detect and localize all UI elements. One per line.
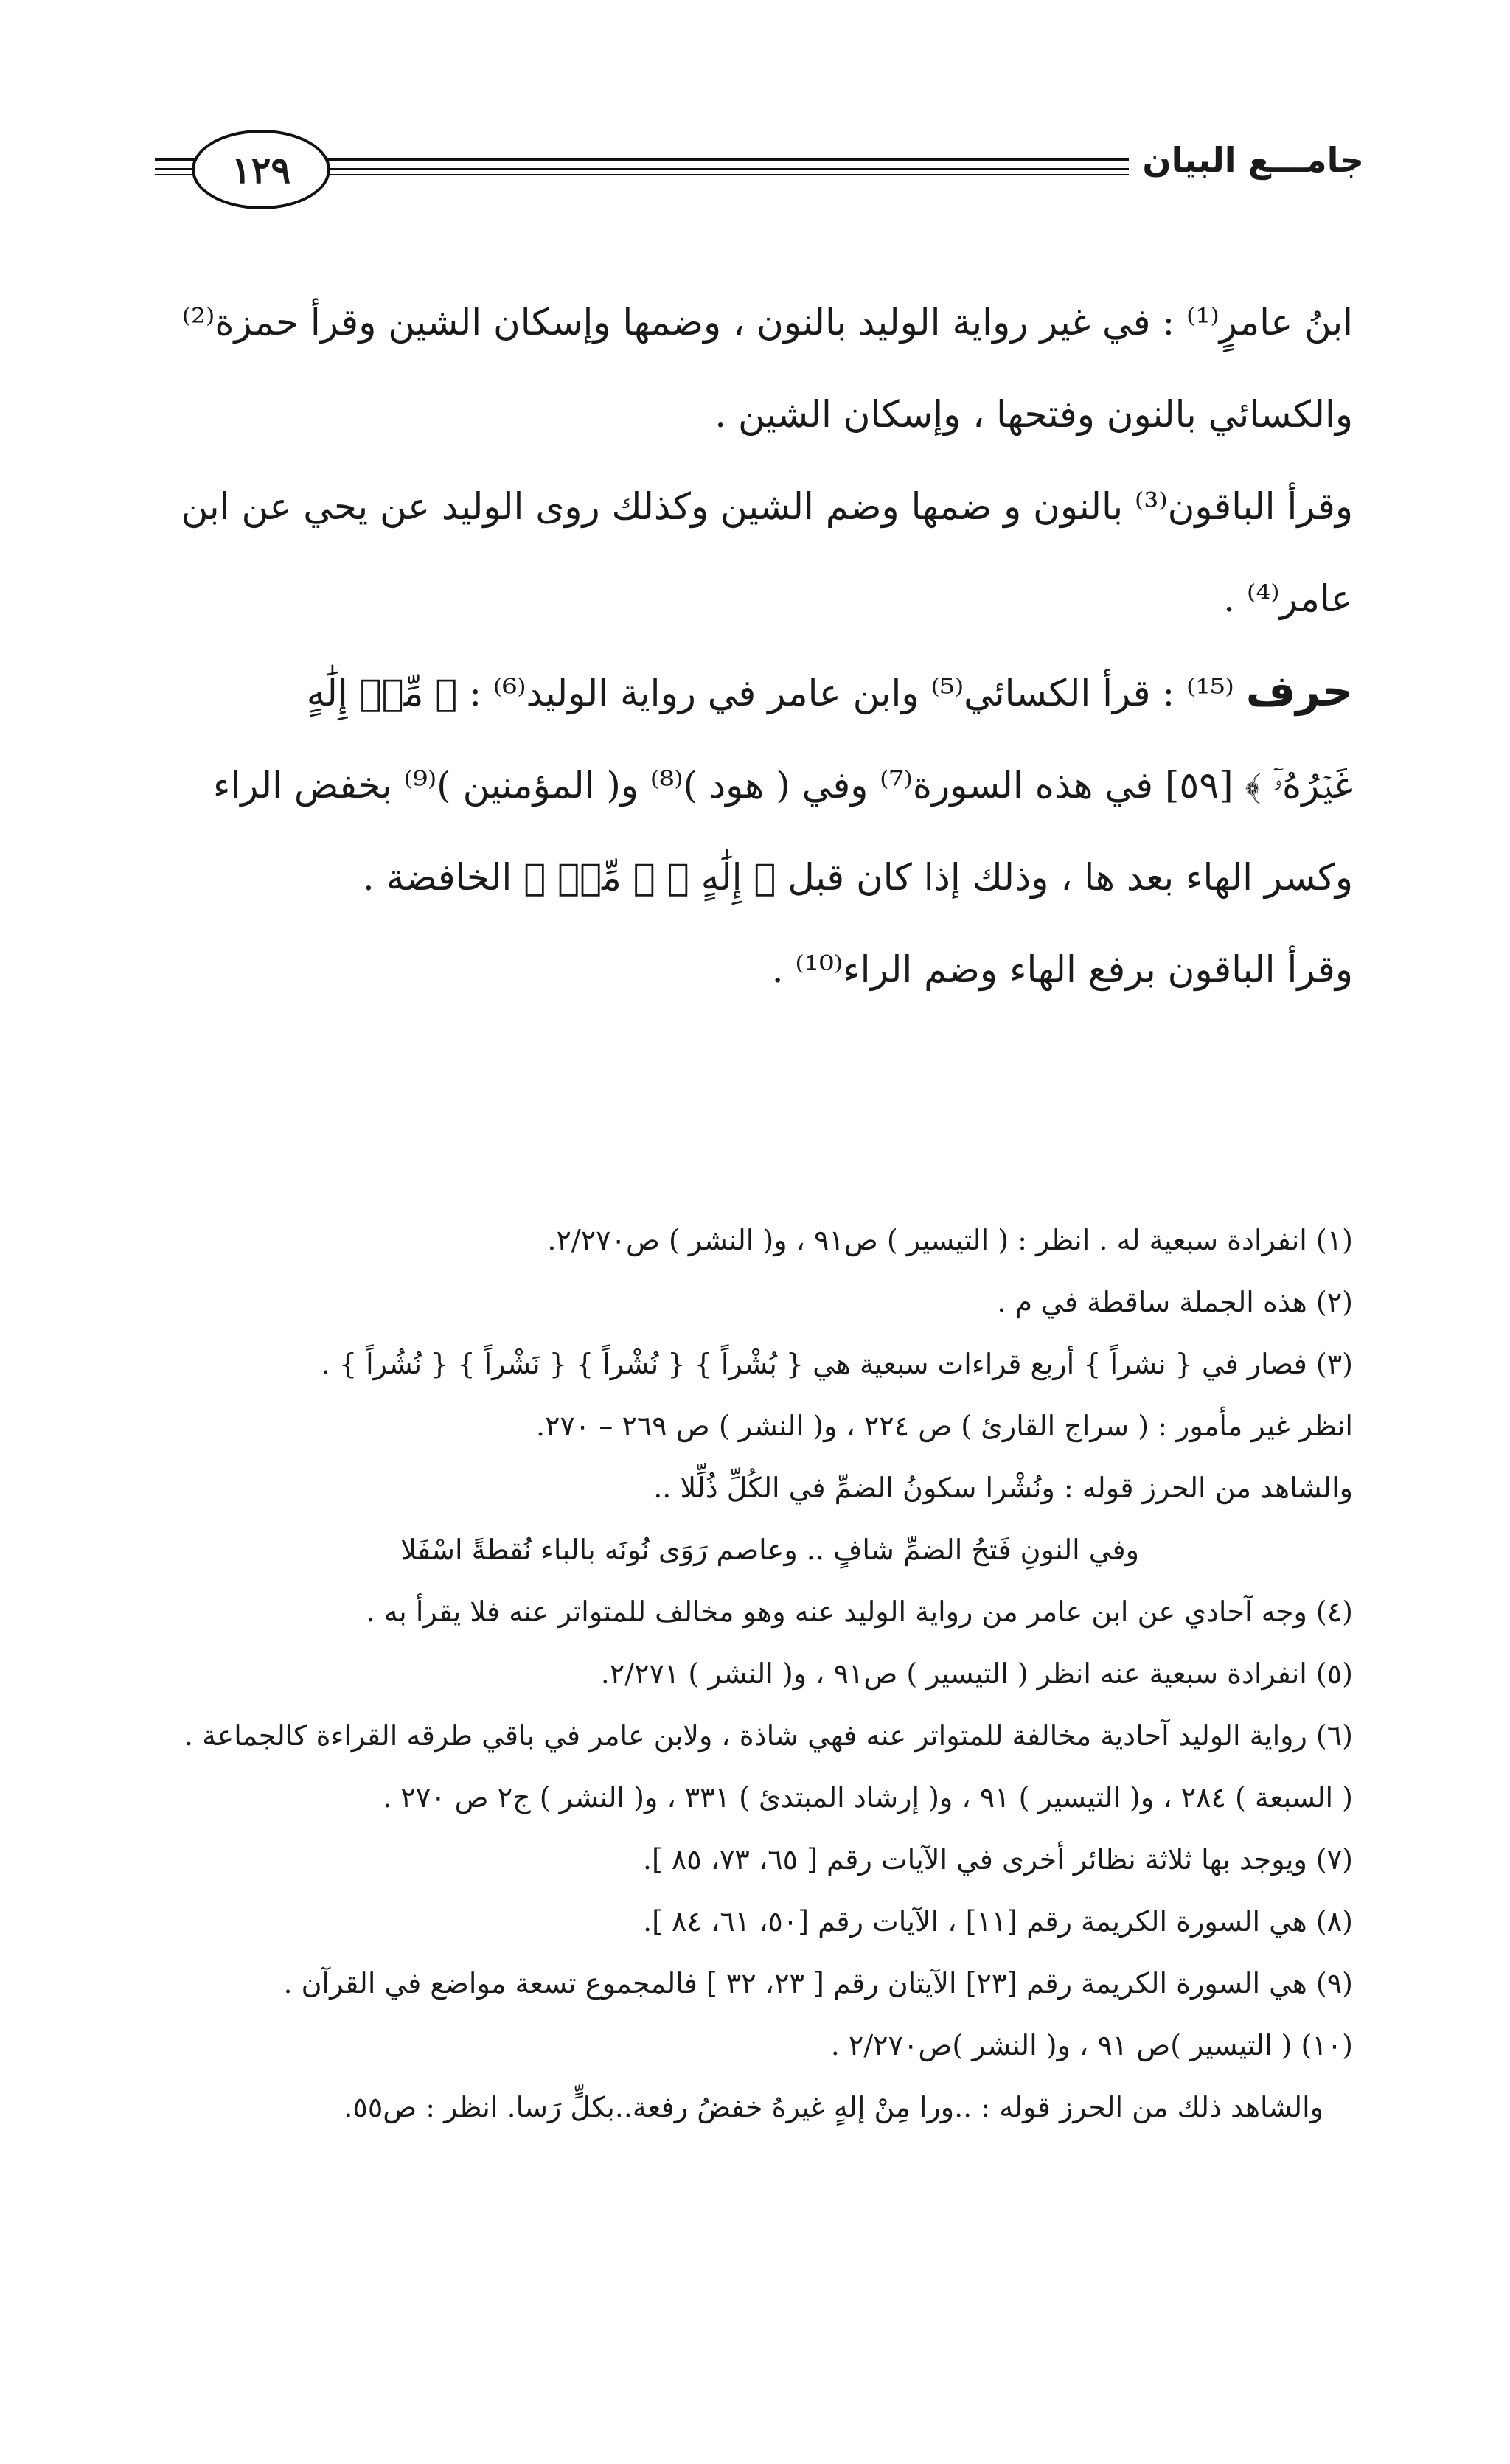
footnote: (٥) انفرادة سبعية عنه انظر ( التيسير ) ص٩١ ، و( النشر ) ٢/٢٧١. xyxy=(600,1657,1353,1690)
text-line: وكسر الهاء بعد ها ، وذلك إذا كان قبل ﴿ إِلَٰهٍ ﴾ ﴿ مِّنۡ ﴾ الخافضة . xyxy=(362,856,1353,899)
footnote: (٧) ويوجد بها ثلاثة نظائر أخرى في الآيات رقم [ ٦٥، ٧٣، ٨٥ ]. xyxy=(642,1843,1353,1876)
footnote: (٦) رواية الوليد آحادية مخالفة للمتواتر عنه فهي شاذة ، ولابن عامر في باقي طرقه القراءة كالجماعة . xyxy=(184,1719,1353,1752)
footnote: (٢) هذه الجملة ساقطة في م . xyxy=(997,1286,1353,1318)
text-line: غَيۡرُهُۥٓ ﴾ [٥٩] في هذه السورة⁽⁷⁾ وفي ( هود )⁽⁸⁾ و( المؤمنين )⁽⁹⁾ بخفض الراء xyxy=(212,764,1353,807)
footnote: (٨) هي السورة الكريمة رقم [١١] ، الآيات رقم [٥٠، ٦١، ٨٤ ]. xyxy=(643,1905,1353,1938)
text-line xyxy=(181,645,1353,739)
footnote: (٤) وجه آحادي عن ابن عامر من رواية الوليد عنه وهو مخالف للمتواتر عنه فلا يقرأ به . xyxy=(366,1595,1353,1628)
footnotes xyxy=(159,1209,1353,2138)
text-line: ابنُ عامرٍ⁽¹⁾ : في غير رواية الوليد بالنون ، وضمها وإسكان الشين وقرأ حمزة⁽²⁾ xyxy=(181,301,1353,344)
harf-label: حرف xyxy=(1245,666,1353,716)
footnote: (١٠) ( التيسير )ص ٩١ ، و( النشر )ص٢/٢٧٠ . xyxy=(830,2029,1353,2061)
main-text xyxy=(181,276,1353,1016)
footnote: (١) انفرادة سبعية له . انظر : ( التيسير ) ص٩١ ، و( النشر ) ص٢/٢٧٠. xyxy=(547,1224,1353,1256)
footnote: ( السبعة ) ٢٨٤ ، و( التيسير ) ٩١ ، و( إرشاد المبتدئ ) ٣٣١ ، و( النشر ) ج٢ ص ٢٧٠ . xyxy=(383,1781,1353,1814)
page-number: ١٢٩ xyxy=(192,130,330,209)
text-line: عامر⁽⁴⁾ . xyxy=(1223,577,1353,620)
footnote: (٩) هي السورة الكريمة رقم [٢٣] الآيتان رقم [ ٢٣، ٣٢ ] فالمجموع تسعة مواضع في القرآن . xyxy=(283,1967,1353,2000)
footnote: انظر غير مأمور : ( سراج القارئ ) ص ٢٢٤ ، و( النشر ) ص ٢٦٩ – ٢٧٠. xyxy=(535,1410,1353,1442)
footnote: (٣) فصار في { نشراً } أربع قراءات سبعية هي { بُشْراً } { نُشْراً } { نَشْراً } { نُشُراً } . xyxy=(321,1348,1353,1380)
book-title: جامـــع البيان xyxy=(1129,140,1364,180)
text-line: وقرأ الباقون برفع الهاء وضم الراء⁽¹⁰⁾ . xyxy=(771,948,1353,991)
footnote-verse: وفي النونِ فَتحُ الضمِّ شافٍ .. وعاصم رَوَى نُونَه بالباء نُقطةً اسْفَلا xyxy=(400,1534,1139,1566)
footnote: والشاهد من الحرز قوله : ونُشْرا سكونُ الضمِّ في الكُلِّ ذُلِّلا .. xyxy=(653,1472,1353,1504)
text-line: وقرأ الباقون⁽³⁾ بالنون و ضمها وضم الشين وكذلك روى الوليد عن يحي عن ابن xyxy=(181,485,1353,528)
page-header xyxy=(155,124,1364,205)
footnote: والشاهد ذلك من الحرز قوله : ..ورا مِنْ إلهٍ غيرهُ خفضُ رفعة..بكلٍّ رَسا. انظر : ص٥٥. xyxy=(344,2091,1323,2123)
text-segment: ⁽¹⁵⁾ : قرأ الكسائي⁽⁵⁾ وابن عامر في رواية الوليد⁽⁶⁾ : ﴿ مِّنۡ إِلَٰهٍ xyxy=(306,672,1234,714)
text-line: والكسائي بالنون وفتحها ، وإسكان الشين . xyxy=(714,393,1353,436)
